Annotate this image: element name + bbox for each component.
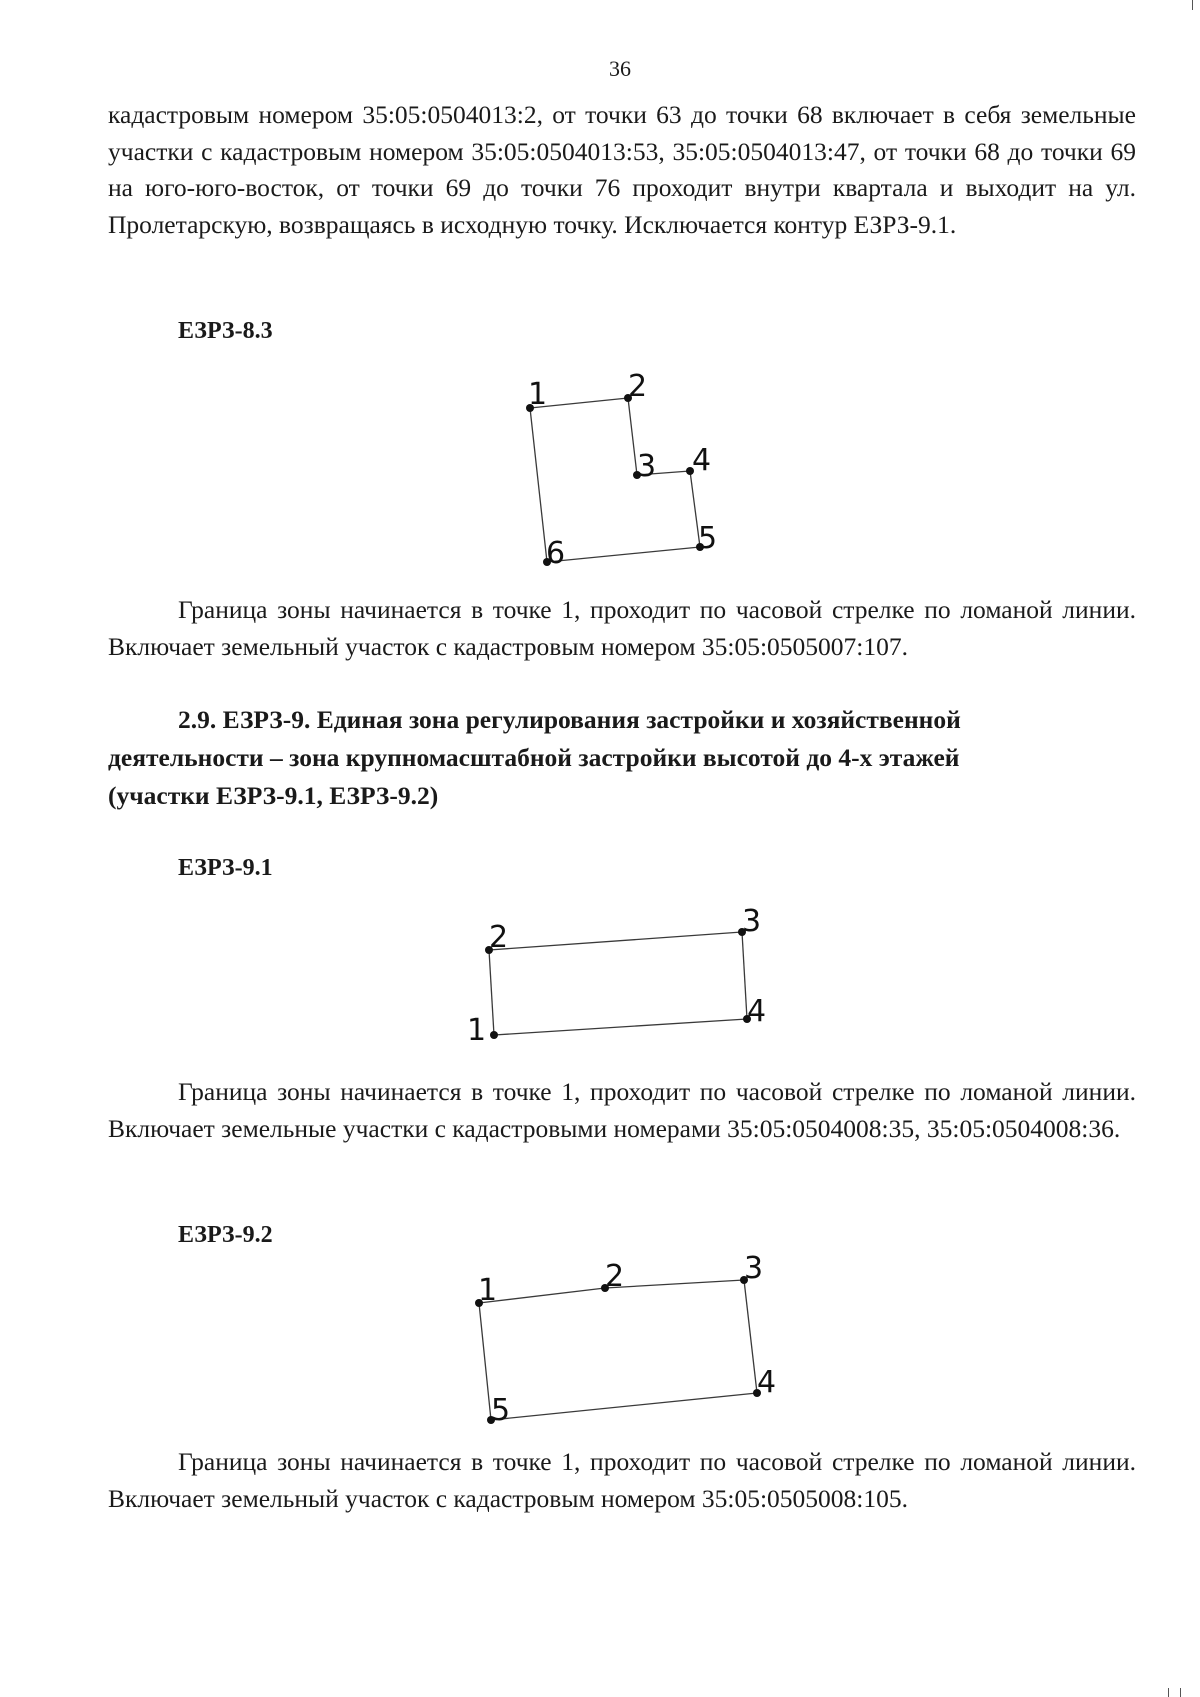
point-label: 1 [528,377,548,412]
point-label: 5 [698,521,718,556]
scan-edge-mark [1180,1688,1181,1697]
point-label: 6 [546,536,566,571]
boundary-segment [605,1280,744,1288]
point-label: 4 [757,1365,777,1400]
zone-label-8-3: ЕЗРЗ-8.3 [178,318,273,344]
point-label: 1 [467,1013,487,1048]
boundary-segment [491,1393,757,1420]
point-label: 1 [478,1273,498,1308]
section-heading-line-2: деятельности – зона крупномасштабной застройки высотой до 4-х этажей [108,743,960,772]
intro-paragraph: кадастровым номером 35:05:0504013:2, от точки 63 до точки 68 включает в себя земельные участки с кадастровым номером 35:05:0504013:53, 35:05:0504013:47, от точки 68 до точки 69 на юго-юго-восток, от точки 69 до точки 76 проходит внутри квартала и выходит на ул. Пролетарскую, возвращаясь в исходную точку. Исключается контур ЕЗРЗ-9.1. [108,100,1136,239]
zone-label-9-2: ЕЗРЗ-9.2 [178,1222,273,1248]
point-label: 5 [491,1393,511,1428]
point-label: 3 [637,449,657,484]
section-heading-line-1: 2.9. ЕЗРЗ-9. Единая зона регулирования застройки и хозяйственной [178,705,961,734]
point-label: 2 [605,1259,625,1294]
boundary-segment [479,1303,491,1420]
scan-edge-mark [1192,0,1193,10]
boundary-segment [744,1280,757,1393]
zone-label-9-1: ЕЗРЗ-9.1 [178,855,273,881]
boundary-segment [479,1288,605,1303]
point-label: 3 [744,1251,764,1286]
page-number: 36 [609,56,631,81]
scan-edge-mark [1168,1688,1169,1697]
section-heading-line-3: (участки ЕЗРЗ-9.1, ЕЗРЗ-9.2) [108,781,439,810]
zone-9-2-description: Граница зоны начинается в точке 1, проходит по часовой стрелке по ломаной линии. Включает земельный участок с кадастровым номером 35:05:0505008:105. [108,1447,1136,1513]
point-label: 4 [692,443,712,478]
point-label: 2 [489,920,509,955]
zone-8-3-description: Граница зоны начинается в точке 1, проходит по часовой стрелке по ломаной линии. Включает земельный участок с кадастровым номером 35:05:0505007:107. [108,595,1136,661]
zone-9-1-description: Граница зоны начинается в точке 1, проходит по часовой стрелке по ломаной линии. Включает земельные участки с кадастровыми номерами 35:05:0504008:35, 35:05:0504008:36. [108,1077,1136,1143]
point-label: 2 [628,369,648,404]
point-label: 3 [742,904,762,939]
point-label: 4 [747,994,767,1029]
